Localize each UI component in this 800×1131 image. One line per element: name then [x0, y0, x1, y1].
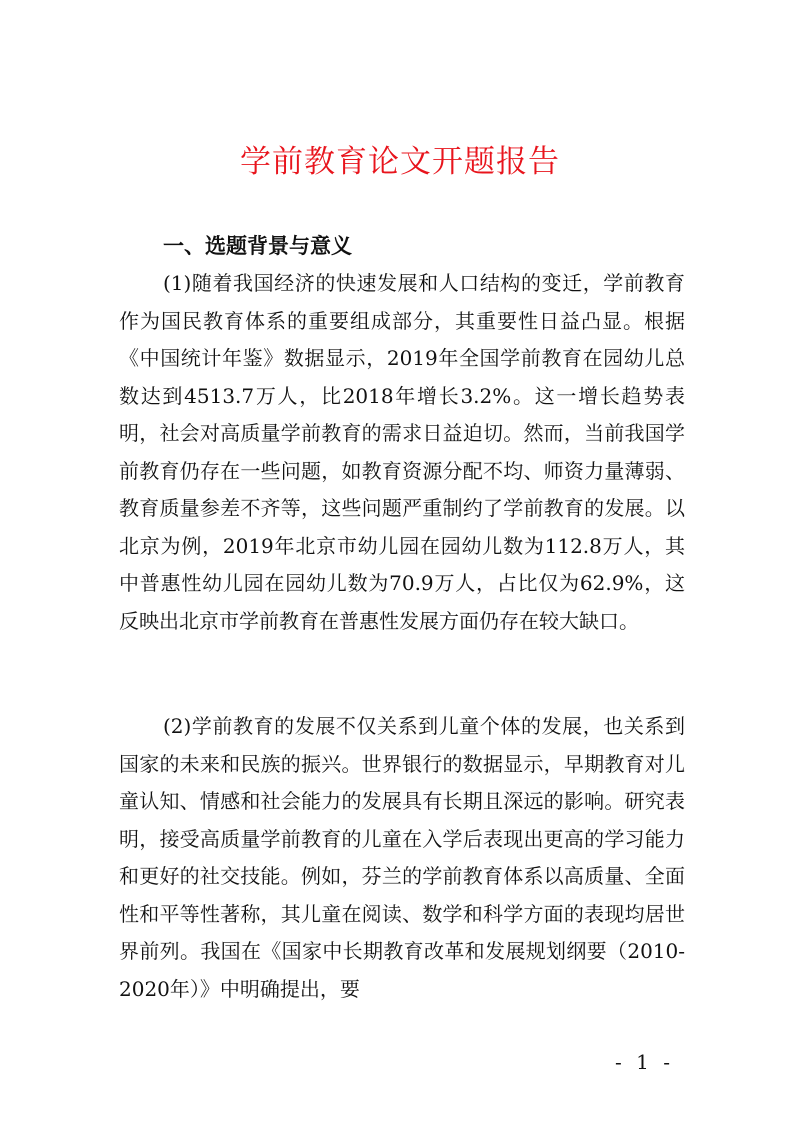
body-paragraph-2: (2)学前教育的发展不仅关系到儿童个体的发展，也关系到国家的未来和民族的振兴。世界银行的数据显示，早期教育对儿童认知、情感和社会能力的发展具有长期且深远的影响。研究表明，接受高质量学前教育的儿童在入学后表现出更高的学习能力和更好的社交技能。例如，芬兰的学前教育体系以高质量、全面性和平等性著称，其儿童在阅读、数学和科学方面的表现均居世界前列。我国在《国家中长期教育改革和发展规划纲要（2010-2020年）》中明确提出，要 — [119, 714, 685, 1001]
body-paragraph-1: (1)随着我国经济的快速发展和人口结构的变迁，学前教育作为国民教育体系的重要组成部分，其重要性日益凸显。根据《中国统计年鉴》数据显示，2019年全国学前教育在园幼儿总数达到4513.7万人，比2018年增长3.2%。这一增长趋势表明，社会对高质量学前教育的需求日益迫切。然而，当前我国学前教育仍存在一些问题，如教育资源分配不均、师资力量薄弱、教育质量参差不齐等，这些问题严重制约了学前教育的发展。以北京为例，2019年北京市幼儿园在园幼儿数为112.8万人，其中普惠性幼儿园在园幼儿数为70.9万人，占比仅为62.9%，这反映出北京市学前教育在普惠性发展方面仍存在较大缺口。 — [119, 271, 685, 633]
page-number: - 1 - — [615, 1050, 674, 1074]
page-title: 学前教育论文开题报告 — [240, 144, 560, 180]
section-heading: 一、选题背景与意义 — [163, 234, 352, 258]
